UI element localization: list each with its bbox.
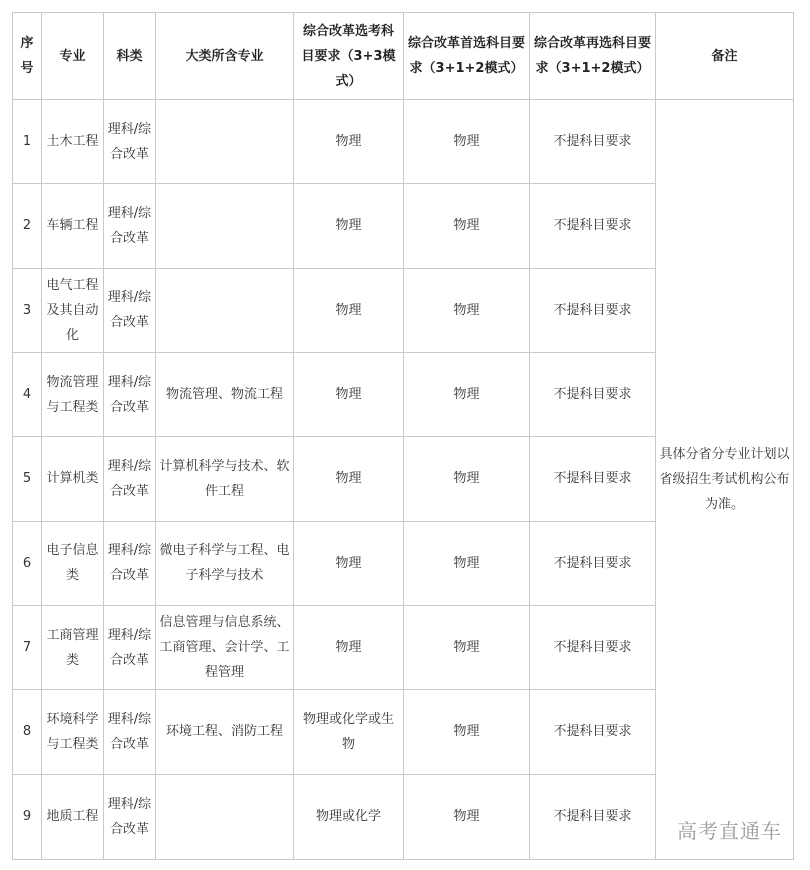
cell-req-3-3: 物理 [294, 437, 404, 521]
cell-first-choice: 物理 [404, 100, 530, 184]
cell-req-3-3: 物理或化学或生物 [294, 690, 404, 774]
cell-category: 理科/综合改革 [104, 605, 156, 689]
cell-seq: 3 [13, 268, 42, 352]
cell-first-choice: 物理 [404, 437, 530, 521]
cell-req-3-3: 物理 [294, 268, 404, 352]
cell-included-majors [156, 100, 294, 184]
cell-second-choice: 不提科目要求 [530, 437, 656, 521]
cell-first-choice: 物理 [404, 184, 530, 268]
cell-first-choice: 物理 [404, 268, 530, 352]
header-second-choice-3-1-2: 综合改革再选科目要求（3+1+2模式） [530, 13, 656, 100]
cell-seq: 5 [13, 437, 42, 521]
cell-seq: 4 [13, 352, 42, 436]
cell-req-3-3: 物理 [294, 605, 404, 689]
cell-first-choice: 物理 [404, 605, 530, 689]
cell-category: 理科/综合改革 [104, 521, 156, 605]
header-major: 专业 [42, 13, 104, 100]
cell-category: 理科/综合改革 [104, 184, 156, 268]
cell-second-choice: 不提科目要求 [530, 100, 656, 184]
header-row [13, 13, 794, 100]
cell-second-choice: 不提科目要求 [530, 521, 656, 605]
header-included-majors: 大类所含专业 [156, 13, 294, 100]
cell-second-choice: 不提科目要求 [530, 268, 656, 352]
watermark: 高考直通车 [677, 819, 782, 843]
cell-major: 地质工程 [42, 774, 104, 859]
cell-first-choice: 物理 [404, 774, 530, 859]
cell-first-choice: 物理 [404, 521, 530, 605]
cell-major: 环境科学与工程类 [42, 690, 104, 774]
cell-included-majors: 环境工程、消防工程 [156, 690, 294, 774]
cell-first-choice: 物理 [404, 690, 530, 774]
header-notes: 备注 [656, 13, 794, 100]
cell-category: 理科/综合改革 [104, 437, 156, 521]
cell-seq: 8 [13, 690, 42, 774]
cell-req-3-3: 物理 [294, 184, 404, 268]
cell-major: 物流管理与工程类 [42, 352, 104, 436]
cell-major: 电子信息类 [42, 521, 104, 605]
cell-req-3-3: 物理 [294, 100, 404, 184]
cell-major: 车辆工程 [42, 184, 104, 268]
header-first-choice-3-1-2: 综合改革首选科目要求（3+1+2模式） [404, 13, 530, 100]
cell-seq: 7 [13, 605, 42, 689]
cell-included-majors: 微电子科学与工程、电子科学与技术 [156, 521, 294, 605]
cell-category: 理科/综合改革 [104, 100, 156, 184]
cell-included-majors: 物流管理、物流工程 [156, 352, 294, 436]
cell-included-majors [156, 268, 294, 352]
cell-first-choice: 物理 [404, 352, 530, 436]
cell-category: 理科/综合改革 [104, 690, 156, 774]
cell-major: 电气工程及其自动化 [42, 268, 104, 352]
cell-req-3-3: 物理 [294, 521, 404, 605]
cell-included-majors [156, 184, 294, 268]
major-requirements-table [12, 12, 794, 860]
cell-seq: 6 [13, 521, 42, 605]
cell-second-choice: 不提科目要求 [530, 690, 656, 774]
cell-major: 工商管理类 [42, 605, 104, 689]
cell-second-choice: 不提科目要求 [530, 352, 656, 436]
cell-major: 土木工程 [42, 100, 104, 184]
cell-seq: 2 [13, 184, 42, 268]
cell-req-3-3: 物理或化学 [294, 774, 404, 859]
cell-second-choice: 不提科目要求 [530, 184, 656, 268]
header-category: 科类 [104, 13, 156, 100]
header-req-3-3: 综合改革选考科目要求（3+3模式） [294, 13, 404, 100]
cell-req-3-3: 物理 [294, 352, 404, 436]
cell-second-choice: 不提科目要求 [530, 605, 656, 689]
cell-included-majors: 计算机科学与技术、软件工程 [156, 437, 294, 521]
cell-major: 计算机类 [42, 437, 104, 521]
cell-category: 理科/综合改革 [104, 774, 156, 859]
cell-seq: 9 [13, 774, 42, 859]
cell-category: 理科/综合改革 [104, 268, 156, 352]
cell-included-majors [156, 774, 294, 859]
cell-second-choice: 不提科目要求 [530, 774, 656, 859]
header-seq: 序号 [13, 13, 42, 100]
cell-notes: 具体分省分专业计划以省级招生考试机构公布为准。 [656, 100, 794, 860]
table-row [13, 100, 794, 184]
cell-included-majors: 信息管理与信息系统、工商管理、会计学、工程管理 [156, 605, 294, 689]
cell-seq: 1 [13, 100, 42, 184]
cell-category: 理科/综合改革 [104, 352, 156, 436]
